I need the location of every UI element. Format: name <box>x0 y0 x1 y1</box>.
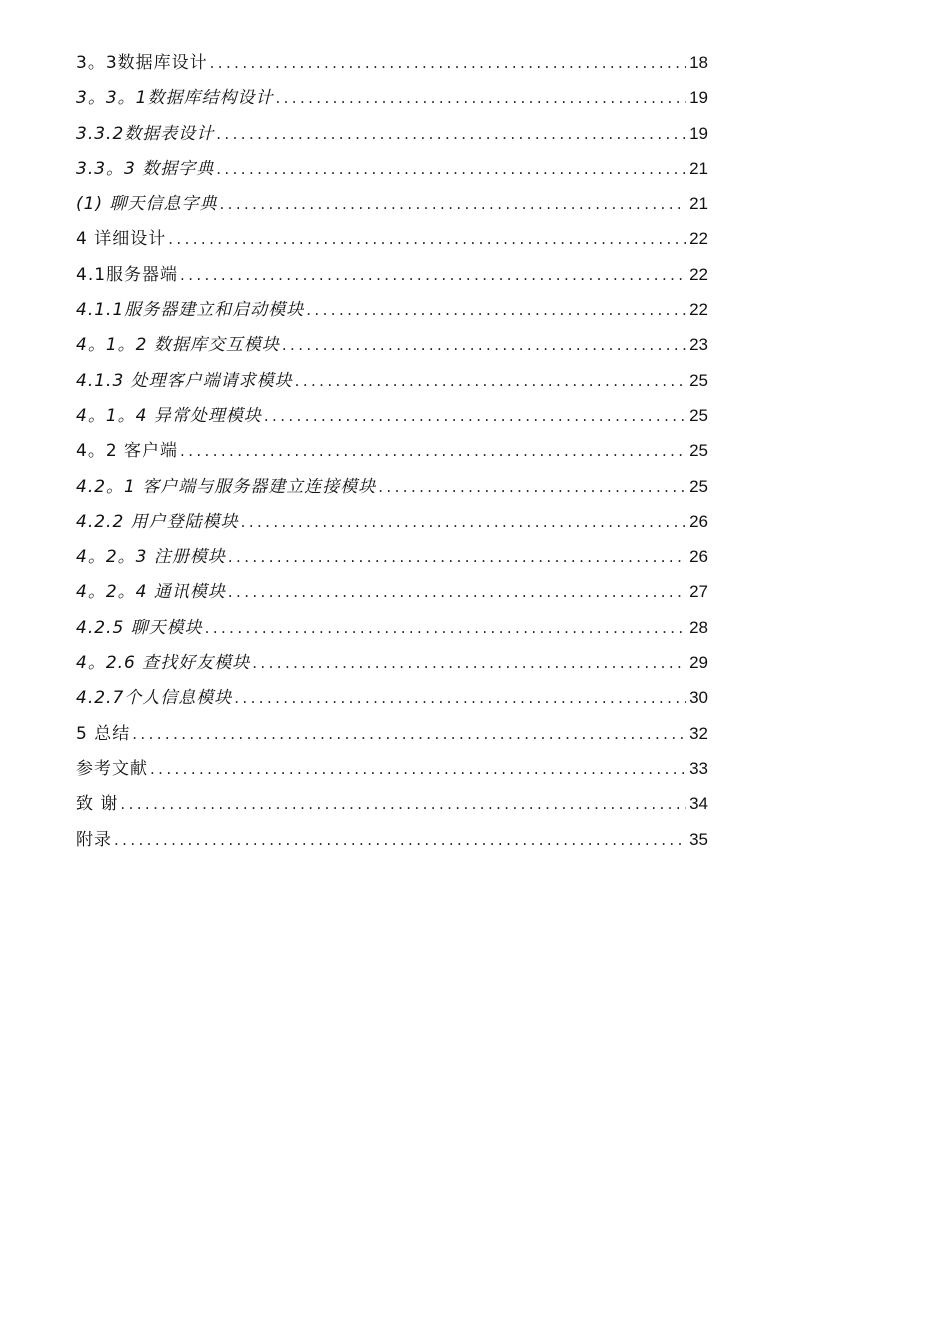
toc-entry-title: (1) 聊天信息字典 <box>76 194 218 215</box>
toc-entry-page: 23 <box>689 335 708 355</box>
toc-entry-title: 3.3。3 数据字典 <box>76 158 215 179</box>
toc-entry-page: 21 <box>689 158 708 178</box>
toc-entry-title: 3。3数据库设计 <box>76 53 208 73</box>
toc-dot-leader <box>205 611 686 646</box>
toc-dot-leader <box>228 575 686 610</box>
toc-entry[interactable] <box>76 574 708 609</box>
toc-entry[interactable] <box>76 680 708 715</box>
toc-entry[interactable] <box>76 786 708 821</box>
toc-dot-leader <box>295 364 686 399</box>
toc-entry-title: 3。3。1数据库结构设计 <box>76 88 274 109</box>
toc-entry-title: 4。2。4 通讯模块 <box>76 582 226 603</box>
toc-entry-title: 4。2。3 注册模块 <box>76 547 226 568</box>
toc-entry[interactable] <box>76 186 708 221</box>
toc-entry-page: 25 <box>689 441 708 461</box>
toc-dot-leader <box>216 117 686 152</box>
toc-dot-leader <box>241 505 686 540</box>
toc-dot-leader <box>120 787 686 822</box>
toc-entry-page: 26 <box>689 511 708 531</box>
toc-entry-title: 4.2.7个人信息模块 <box>76 688 233 709</box>
toc-entry-page: 22 <box>689 229 708 249</box>
toc-entry-title: 4。1。4 异常处理模块 <box>76 405 262 426</box>
toc-dot-leader <box>150 752 686 787</box>
toc-dot-leader <box>132 717 686 752</box>
toc-entry[interactable] <box>76 645 708 680</box>
toc-dot-leader <box>275 81 686 116</box>
toc-entry[interactable] <box>76 327 708 362</box>
toc-entry-page: 35 <box>689 829 708 849</box>
toc-entry[interactable] <box>76 151 708 186</box>
toc-dot-leader <box>306 293 686 328</box>
toc-entry[interactable] <box>76 716 708 751</box>
toc-entry[interactable] <box>76 45 708 80</box>
toc-dot-leader <box>252 646 686 681</box>
toc-entry-page: 26 <box>689 547 708 567</box>
toc-entry-page: 25 <box>689 476 708 496</box>
toc-entry-title: 5 总结 <box>76 723 131 744</box>
toc-entry-title: 致 谢 <box>76 794 119 815</box>
toc-entry[interactable] <box>76 257 708 292</box>
toc-entry-title: 参考文献 <box>76 758 148 779</box>
toc-entry-page: 22 <box>689 300 708 320</box>
toc-entry-title: 附录 <box>76 829 112 850</box>
toc-entry-title: 4.2.2 用户登陆模块 <box>76 511 239 532</box>
toc-entry-title: 4.2.5 聊天模块 <box>76 617 203 638</box>
toc-entry[interactable] <box>76 751 708 786</box>
toc-entry[interactable] <box>76 116 708 151</box>
toc-entry-title: 4.2。1 客户端与服务器建立连接模块 <box>76 476 377 497</box>
toc-entry[interactable] <box>76 822 708 857</box>
toc-dot-leader <box>168 222 686 257</box>
toc-entry-page: 32 <box>689 723 708 743</box>
toc-entry-page: 27 <box>689 582 708 602</box>
toc-entry-page: 25 <box>689 370 708 390</box>
toc-entry[interactable] <box>76 469 708 504</box>
toc-dot-leader <box>282 328 686 363</box>
toc-entry-page: 29 <box>689 653 708 673</box>
toc-entry-page: 19 <box>689 88 708 108</box>
toc-dot-leader <box>180 434 686 469</box>
toc-entry[interactable] <box>76 80 708 115</box>
toc-entry-title: 4。2 客户端 <box>76 441 179 462</box>
toc-entry[interactable] <box>76 221 708 256</box>
toc-dot-leader <box>210 46 686 81</box>
toc-entry-page: 19 <box>689 123 708 143</box>
toc-entry-title: 4 详细设计 <box>76 229 167 250</box>
toc-entry-page: 28 <box>689 617 708 637</box>
toc-entry-title: 3.3.2数据表设计 <box>76 123 215 144</box>
toc-dot-leader <box>114 823 686 858</box>
toc-entry[interactable] <box>76 433 708 468</box>
toc-dot-leader <box>219 187 686 222</box>
toc-entry[interactable] <box>76 539 708 574</box>
toc-dot-leader <box>180 258 686 293</box>
toc-dot-leader <box>216 152 686 187</box>
toc-entry-title: 4。1。2 数据库交互模块 <box>76 335 280 356</box>
toc-entry-title: 4.1.3 处理客户端请求模块 <box>76 370 293 391</box>
toc-entry[interactable] <box>76 363 708 398</box>
toc-entry-page: 30 <box>689 688 708 708</box>
toc-entry-title: 4.1服务器端 <box>76 264 179 285</box>
toc-entry[interactable] <box>76 292 708 327</box>
toc-entry-page: 33 <box>689 758 708 778</box>
toc-dot-leader <box>378 470 686 505</box>
table-of-contents <box>76 45 708 857</box>
toc-entry-page: 22 <box>689 264 708 284</box>
toc-entry[interactable] <box>76 398 708 433</box>
toc-entry[interactable] <box>76 610 708 645</box>
toc-entry-title: 4.1.1服务器建立和启动模块 <box>76 300 305 321</box>
toc-dot-leader <box>228 540 686 575</box>
toc-entry-page: 34 <box>689 794 708 814</box>
toc-entry-page: 18 <box>689 53 708 72</box>
toc-entry-page: 21 <box>689 194 708 214</box>
toc-entry-title: 4。2.6 查找好友模块 <box>76 653 251 674</box>
toc-entry-page: 25 <box>689 405 708 425</box>
toc-dot-leader <box>234 681 686 716</box>
toc-entry[interactable] <box>76 504 708 539</box>
toc-dot-leader <box>264 399 686 434</box>
